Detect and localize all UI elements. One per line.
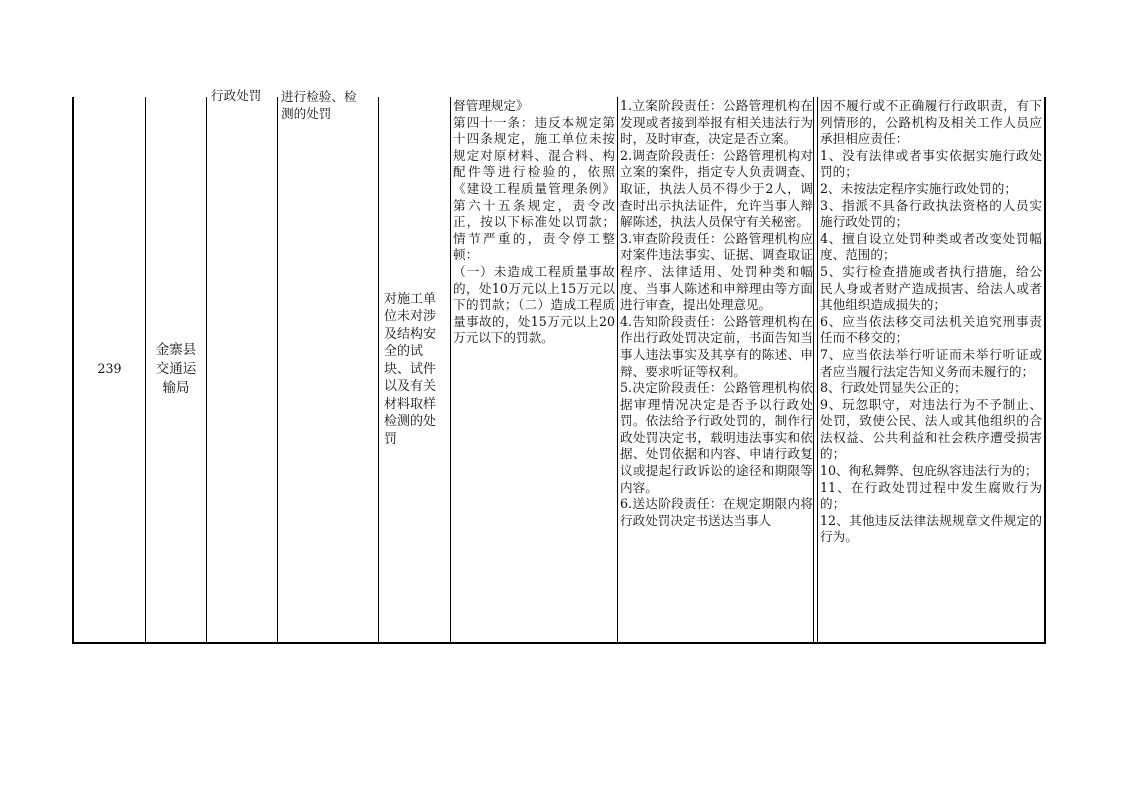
serial-number: 239 [97,361,122,377]
responsibility-item: 3.审查阶段责任：公路管理机构应对案件违法事实、证据、调查取证程序、法律适用、处罚种类和幅度、当事人陈述和申辩理由等方面进行审查，提出处理意见。 [620,230,813,313]
responsibility-cell [620,98,813,642]
legal-basis-cell [453,98,615,347]
accountability-item: 11、在行政处罚过程中发生腐败行为的； [820,479,1042,512]
legal-basis-line: （一）未造成工程质量事故的，处10万元以上15万元以下的罚款；（二）造成工程质量事故的，处15万元以上20万元以下的罚款。 [453,263,615,346]
column-divider [277,97,278,644]
accountability-item: 6、应当依法移交司法机关追究刑事责任而不移交的； [820,313,1042,346]
category-cell [208,88,276,111]
responsibility-item: 2.调查阶段责任：公路管理机构对立案的案件，指定专人负责调查、取证，执法人员不得少于2人，调查时出示执法证件，允许当事人辩解陈述，执法人员保守有关秘密。 [620,147,813,230]
legal-basis-line: 第四十一条：违反本规定第十四条规定，施工单位未按规定对原材料、混合料、构配件等进行检验的，依照《建设工程质量管理条例》第六十五条规定，责令改正，按以下标准处以罚款；情节严重的，责令停工整顿： [453,114,615,263]
accountability-item: 7、应当依法举行听证而未举行听证或者应当履行法定告知义务而未履行的； [820,346,1042,379]
department-name: 金寨县交通运输局 [155,342,197,396]
accountability-item: 1、没有法律或者事实依据实施行政处罚的； [820,147,1042,180]
accountability-item: 8、行政处罚显失公正的； [820,380,967,396]
column-divider [617,97,618,644]
column-divider [813,97,814,644]
category-fragment: 行政处罚 [211,88,262,103]
accountability-item: 因不履行或不正确履行行政职责，有下列情形的，公路机构及相关工作人员应承担相应责任： [820,98,1042,147]
column-divider [817,97,818,644]
responsibility-item: 4.告知阶段责任：公路管理机构在作出行政处罚决定前，书面告知当事人违法事实及其享有的陈述、申辩、要求听证等权利。 [620,313,813,379]
serial-number-cell [74,97,145,642]
column-divider [145,97,146,644]
accountability-item: 9、玩忽职守，对违法行为不予制止、处罚，致使公民、法人或其他组织的合法权益、公共利益和社会秩序遭受损害的； [820,396,1042,462]
subitem-text: 对施工单位未对涉及结构安全的试块、试件以及有关材料取样检测的处罚 [384,291,437,447]
table-border-bottom [72,642,1046,644]
item-name-cell [279,89,376,137]
accountability-item: 5、实行检查措施或者执行措施，给公民人身或者财产造成损害、给法人或者其他组织造成损失的； [820,263,1042,313]
accountability-cell [820,98,1042,642]
accountability-item: 3、指派不具备行政执法资格的人员实施行政处罚的； [820,197,1042,230]
accountability-item: 10、徇私舞弊、包庇纵容违法行为的； [820,463,1038,479]
accountability-item: 4、擅自设立处罚种类或者改变处罚幅度、范围的； [820,230,1042,263]
column-divider [378,97,379,644]
column-divider [450,97,451,644]
subitem-cell [380,97,448,642]
department-cell [150,97,202,642]
responsibility-item: 5.决定阶段责任：公路管理机构依据审理情况决定是否予以行政处罚。依法给予行政处罚的，制作行政处罚决定书，载明违法事实和依据、处罚依据和内容、申请行政复议或提起行政诉讼的途径和期限等内容。 [620,380,813,495]
accountability-item: 2、未按法定程序实施行政处罚的； [820,180,1017,196]
accountability-item: 12、其他违反法律法规规章文件规定的行为。 [820,512,1042,545]
item-name-line: 测的处罚 [281,105,332,121]
column-divider [206,97,207,644]
table-border-right [1044,97,1046,644]
legal-basis-line: 督管理规定》 [453,98,529,113]
item-name-line: 进行检验、检 [281,89,357,104]
responsibility-item: 6.送达阶段责任：在规定期限内将行政处罚决定书送达当事人 [620,496,813,528]
responsibility-item: 1.立案阶段责任：公路管理机构在发现或者接到举报有相关违法行为时，及时审查，决定是否立案。 [620,98,813,147]
